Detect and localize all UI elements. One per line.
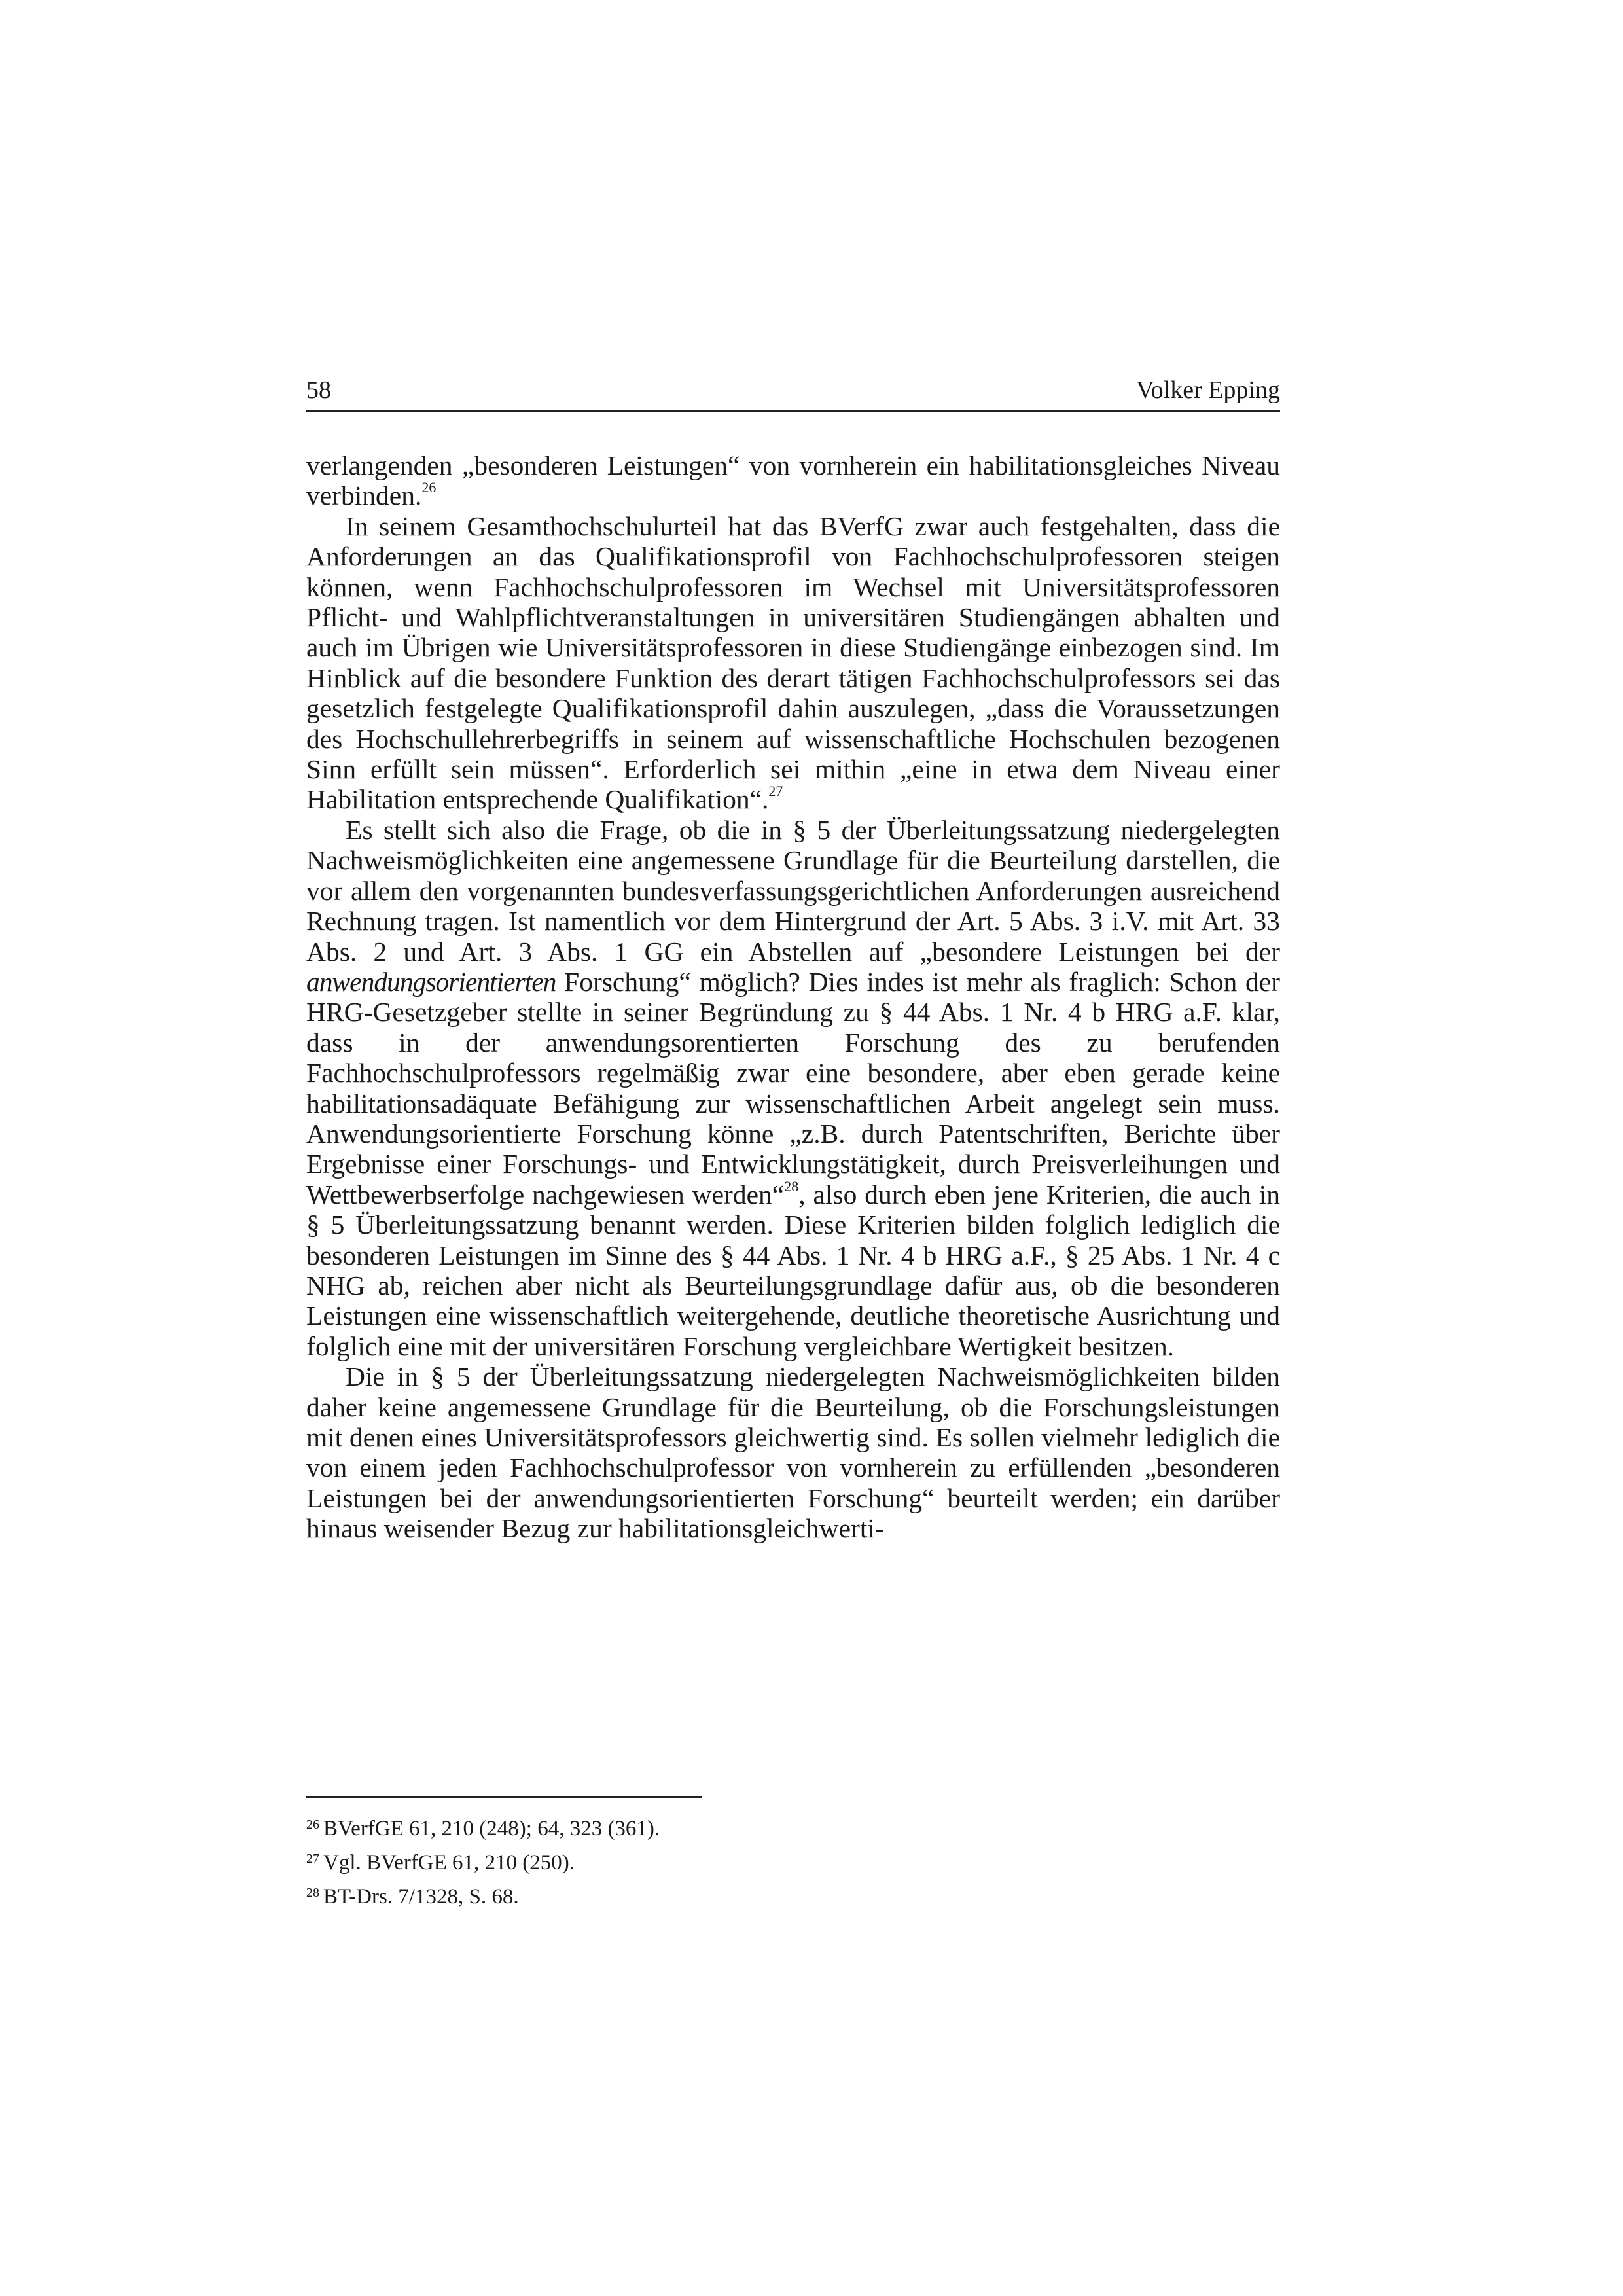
footnote-27 <box>306 1846 1280 1880</box>
footnote-ref-27: 27 <box>768 783 783 800</box>
paragraph-4-text: Die in § 5 der Überleitungssatzung niedergelegten Nachweismöglichkeiten bilden daher keine angemessene Grundlage für die Beurteilung, ob die Forschungsleistungen mit denen eines Universitätsprofessors gleichwertig sind. Es sollen vielmehr lediglich die von einem jeden Fachhochschulprofessor von vornherein zu erfüllenden „besonderen Leistungen bei der anwendungsorientierten Forschung“ beurteilt werden; ein darüber hinaus weisender Bezug zur habilitationsgleichwerti- <box>306 1361 1280 1544</box>
footnote-divider <box>306 1796 702 1798</box>
footnote-marker: 26 <box>306 1818 319 1832</box>
paragraph-3-text-end: , also durch eben jene Kriterien, die auch in § 5 Überleitungssatzung benannt werden. Diese Kriterien bilden folglich lediglich die besonderen Leistungen im Sinne des § 44 Abs. 1 Nr. 4 b HRG a.F., § 25 Abs. 1 Nr. 4 c NHG ab, reichen aber nicht als Beurteilungsgrundlage dafür aus, ob die besonderen Leistungen eine wissenschaftlich weitergehende, deutliche theoretische Ausrichtung und folglich eine mit der universitären Forschung vergleichbare Wertigkeit besitzen. <box>306 1179 1280 1361</box>
footnote-ref-28: 28 <box>784 1177 799 1194</box>
paragraph-2-text: In seinem Gesamthochschulurteil hat das BVerfG zwar auch festgehalten, dass die Anforderungen an das Qualifikationsprofil von Fachhochschulprofessoren steigen können, wenn Fachhochschulprofessoren im Wechsel mit Universitätsprofessoren Pflicht- und Wahlpflichtveranstaltungen in universitären Studiengängen abhalten und auch im Übrigen wie Universitätsprofessoren in diese Studiengänge einbezogen sind. Im Hinblick auf die besondere Funktion des derart tätigen Fachhochschulprofessors sei das gesetzlich festgelegte Qualifikationsprofil dahin auszulegen, „dass die Voraussetzungen des Hochschullehrerbegriffs in seinem auf wissenschaftliche Hochschulen bezogenen Sinn erfüllt sein müssen“. Erforderlich sei mithin „eine in etwa dem Niveau einer Habilitation entsprechende Qualifikation“. <box>306 511 1280 815</box>
footnote-26 <box>306 1812 1280 1846</box>
footnote-text: BVerfGE 61, 210 (248); 64, 323 (361). <box>323 1817 660 1840</box>
paragraph-3-text-start: Es stellt sich also die Frage, ob die in § 5 der Überleitungssatzung niedergelegten Nachweismöglichkeiten eine angemessene Grundlage für die Beurteilung darstellen, die vor allem den vorgenannten bundesverfassungsgerichtlichen Anforderungen ausreichend Rechnung tragen. Ist namentlich vor dem Hintergrund der Art. 5 Abs. 3 i.V. mit Art. 33 Abs. 2 und Art. 3 Abs. 1 GG ein Abstellen auf „besondere Leistungen bei der <box>306 814 1280 967</box>
paragraph-3-emphasis: anwendungsorientierten <box>306 966 556 997</box>
footnotes <box>306 1812 1280 1914</box>
paragraph-1 <box>306 450 1280 511</box>
paragraph-2 <box>306 511 1280 815</box>
running-head: Volker Epping <box>1136 376 1280 404</box>
footnote-marker: 27 <box>306 1852 319 1866</box>
footnote-marker: 28 <box>306 1886 319 1900</box>
footnote-text: BT-Drs. 7/1328, S. 68. <box>323 1885 519 1909</box>
body-text <box>306 450 1280 1544</box>
paragraph-3 <box>306 815 1280 1361</box>
page-header <box>306 370 1280 412</box>
footnote-ref-26: 26 <box>421 479 437 496</box>
paragraph-4 <box>306 1361 1280 1543</box>
footnote-text: Vgl. BVerfGE 61, 210 (250). <box>323 1851 575 1874</box>
page-number: 58 <box>306 376 331 404</box>
paragraph-3-text-middle: Forschung“ möglich? Dies indes ist mehr als fraglich: Schon der HRG-Gesetzgeber stellte in seiner Begründung zu § 44 Abs. 1 Nr. 4 b HRG a.F. klar, dass in der anwendungsorentierten Forschung des zu berufenden Fachhochschulprofessors regelmäßig zwar eine besondere, aber eben gerade keine habilitationsadäquate Befähigung zur wissenschaftlichen Arbeit angelegt sein muss. Anwendungsorientierte Forschung könne „z.B. durch Patentschriften, Berichte über Ergebnisse einer Forschungs- und Entwicklungstätigkeit, durch Preisverleihungen und Wettbewerbserfolge nachgewiesen werden“ <box>306 966 1280 1210</box>
paragraph-1-text: verlangenden „besonderen Leistungen“ von vornherein ein habilitationsgleiches Niveau verbinden. <box>306 450 1280 511</box>
footnote-28 <box>306 1880 1280 1914</box>
